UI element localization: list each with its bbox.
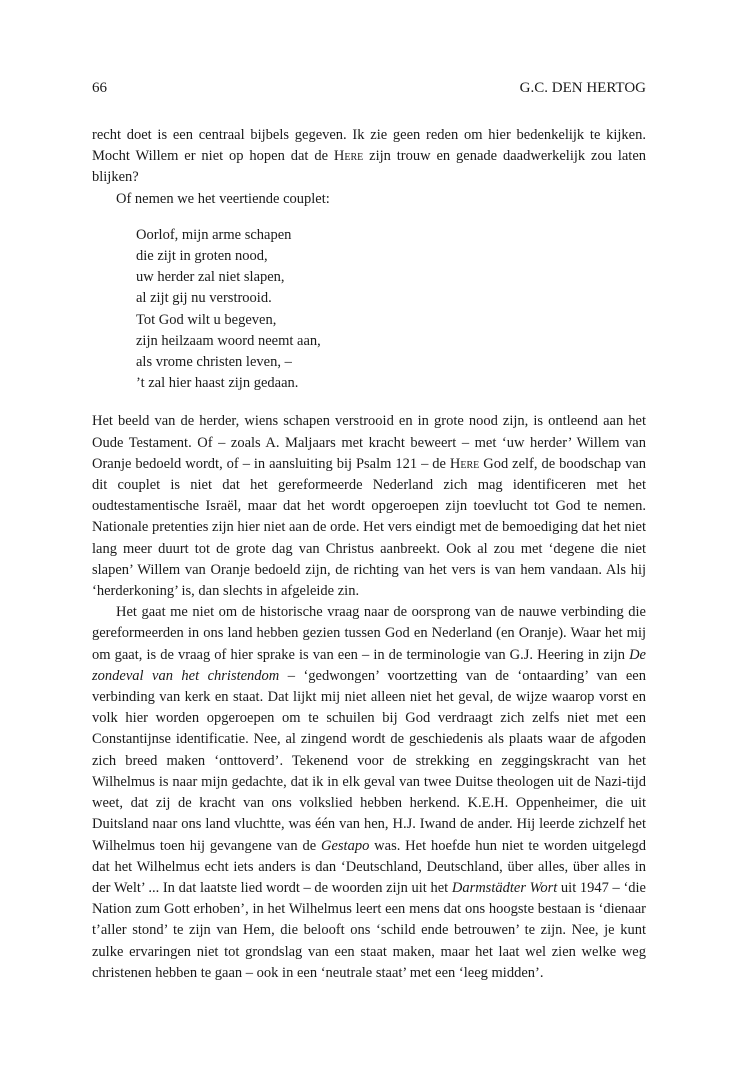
page-number: 66: [92, 80, 107, 96]
poem-line: zijn heilzaam woord neemt aan,: [136, 332, 321, 349]
paragraph-4: [92, 602, 646, 984]
running-header: [92, 78, 646, 98]
paragraph-1: [92, 125, 646, 189]
book-title: De zondeval van het christendom: [92, 646, 646, 684]
poem-line: Tot God wilt u begeven,: [136, 311, 277, 328]
poem-line: die zijt in groten nood,: [136, 248, 268, 265]
here-smallcaps: Here: [449, 455, 480, 472]
text: recht doet is een centraal bijbels gegeven. Ik zie geen reden om hier bedenkelijk te kijken. Mocht Willem er niet op hopen dat de: [92, 127, 646, 165]
text: zijn trouw en genade daadwerkelijk zou laten blijken?: [92, 148, 646, 186]
running-head: G.C. DEN HERTOG: [519, 80, 646, 96]
text: God zelf, de boodschap van dit couplet is niet dat het gereformeerde Nederland zich mag identificeren met het oudtestamentische Israël, maar dat het wordt opgeroepen zijn toevlucht tot God te nemen. Nationale pretenties zijn hier niet aan de orde. Het vers eindigt met de bemoediging dat het niet lang meer duurt tot de grote dag van Christus aanbreekt. Ook al zou met ‘degene die niet slapen’ Willem van Oranje bedoeld zijn, de richting van het vers is van hem vandaan. Als hij ‘herderkoning’ is, dan slechts in afgeleide zin.: [92, 455, 647, 600]
paragraph-2: Of nemen we het veertiende couplet:: [116, 190, 330, 207]
text: uit 1947 – ‘die Nation zum Gott erhoben’, in het Wilhelmus leert een mens dat ons hoogste bestaan is ‘dienaar t’aller stond’ te zijn van Hem, die belooft ons ‘schild ende betrouwen’ te zijn. Nee, je kunt zulke ervaringen niet tot grondslag van een staat maken, maar het laat wel zien welke weg christenen hebben te gaan – ook in een ‘neutrale staat’ met een ‘leeg midden’.: [92, 879, 646, 981]
gestapo-term: Gestapo: [320, 837, 370, 854]
darmstadter-wort-title: Darmstädter Wort: [451, 879, 558, 896]
poem-line: ’t zal hier haast zijn gedaan.: [136, 375, 299, 392]
text: Het beeld van de herder, wiens schapen verstrooid en in grote nood zijn, is ontleend aan het Oude Testament. Of – zoals A. Maljaars met kracht beweert – met ‘uw herder’ Willem van Oranje bedoeld wordt, of – in aansluiting bij Psalm 121 – de: [92, 413, 646, 472]
poem-line: als vrome christen leven, –: [136, 354, 292, 371]
text: – ‘gedwongen’ voortzetting van de ‘ontaarding’ van een verbinding van kerk en staat. Dat lijkt mij niet alleen niet het geval, de wijze waarop vorst en volk hier worden opgeroepen om te schuilen bij God verdraagt zich zelfs niet met een Constantijnse identificatie. Nee, al zingend wordt de geschiedenis als plaats waar de afgoden zich breed maken ‘onttoverd’. Tekenend voor de strekking en zeggingskracht van het Wilhelmus is naar mijn gedachte, dat ik in elk geval van twee Duitse theologen uit de Nazi-tijd weet, dat zij de kracht van ons volkslied hebben herkend. K.E.H. Oppenheimer, die uit Duitsland naar ons land vluchtte, was één van hen, H.J. Iwand de ander. Hij leerde zichzelf het Wilhelmus toen hij gevangene van de: [92, 667, 646, 854]
here-smallcaps: Here: [333, 148, 364, 165]
poem-line: Oorlof, mijn arme schapen: [136, 226, 292, 243]
paragraph-3: [92, 411, 646, 602]
text: was. Het hoefde hun niet te worden uitgelegd dat het Wilhelmus echt iets anders is dan ‘Deutschland, Deutschland, über alles, über alles in der Welt’ ... In dat laatste lied wordt – de woorden zijn uit het: [92, 837, 647, 896]
poem-line: al zijt gij nu verstrooid.: [136, 290, 272, 307]
poem-stanza: [136, 225, 646, 395]
text: Het gaat me niet om de historische vraag naar de oorsprong van de nauwe verbinding die gereformeerden in ons land hebben gezien tussen God en Nederland (en Oranje). Waar het mij om gaat, is de vraag of hier sprake is van een – in de terminologie van G.J. Heering in zijn: [92, 604, 646, 663]
page: [92, 78, 646, 984]
poem-line: uw herder zal niet slapen,: [136, 269, 285, 286]
